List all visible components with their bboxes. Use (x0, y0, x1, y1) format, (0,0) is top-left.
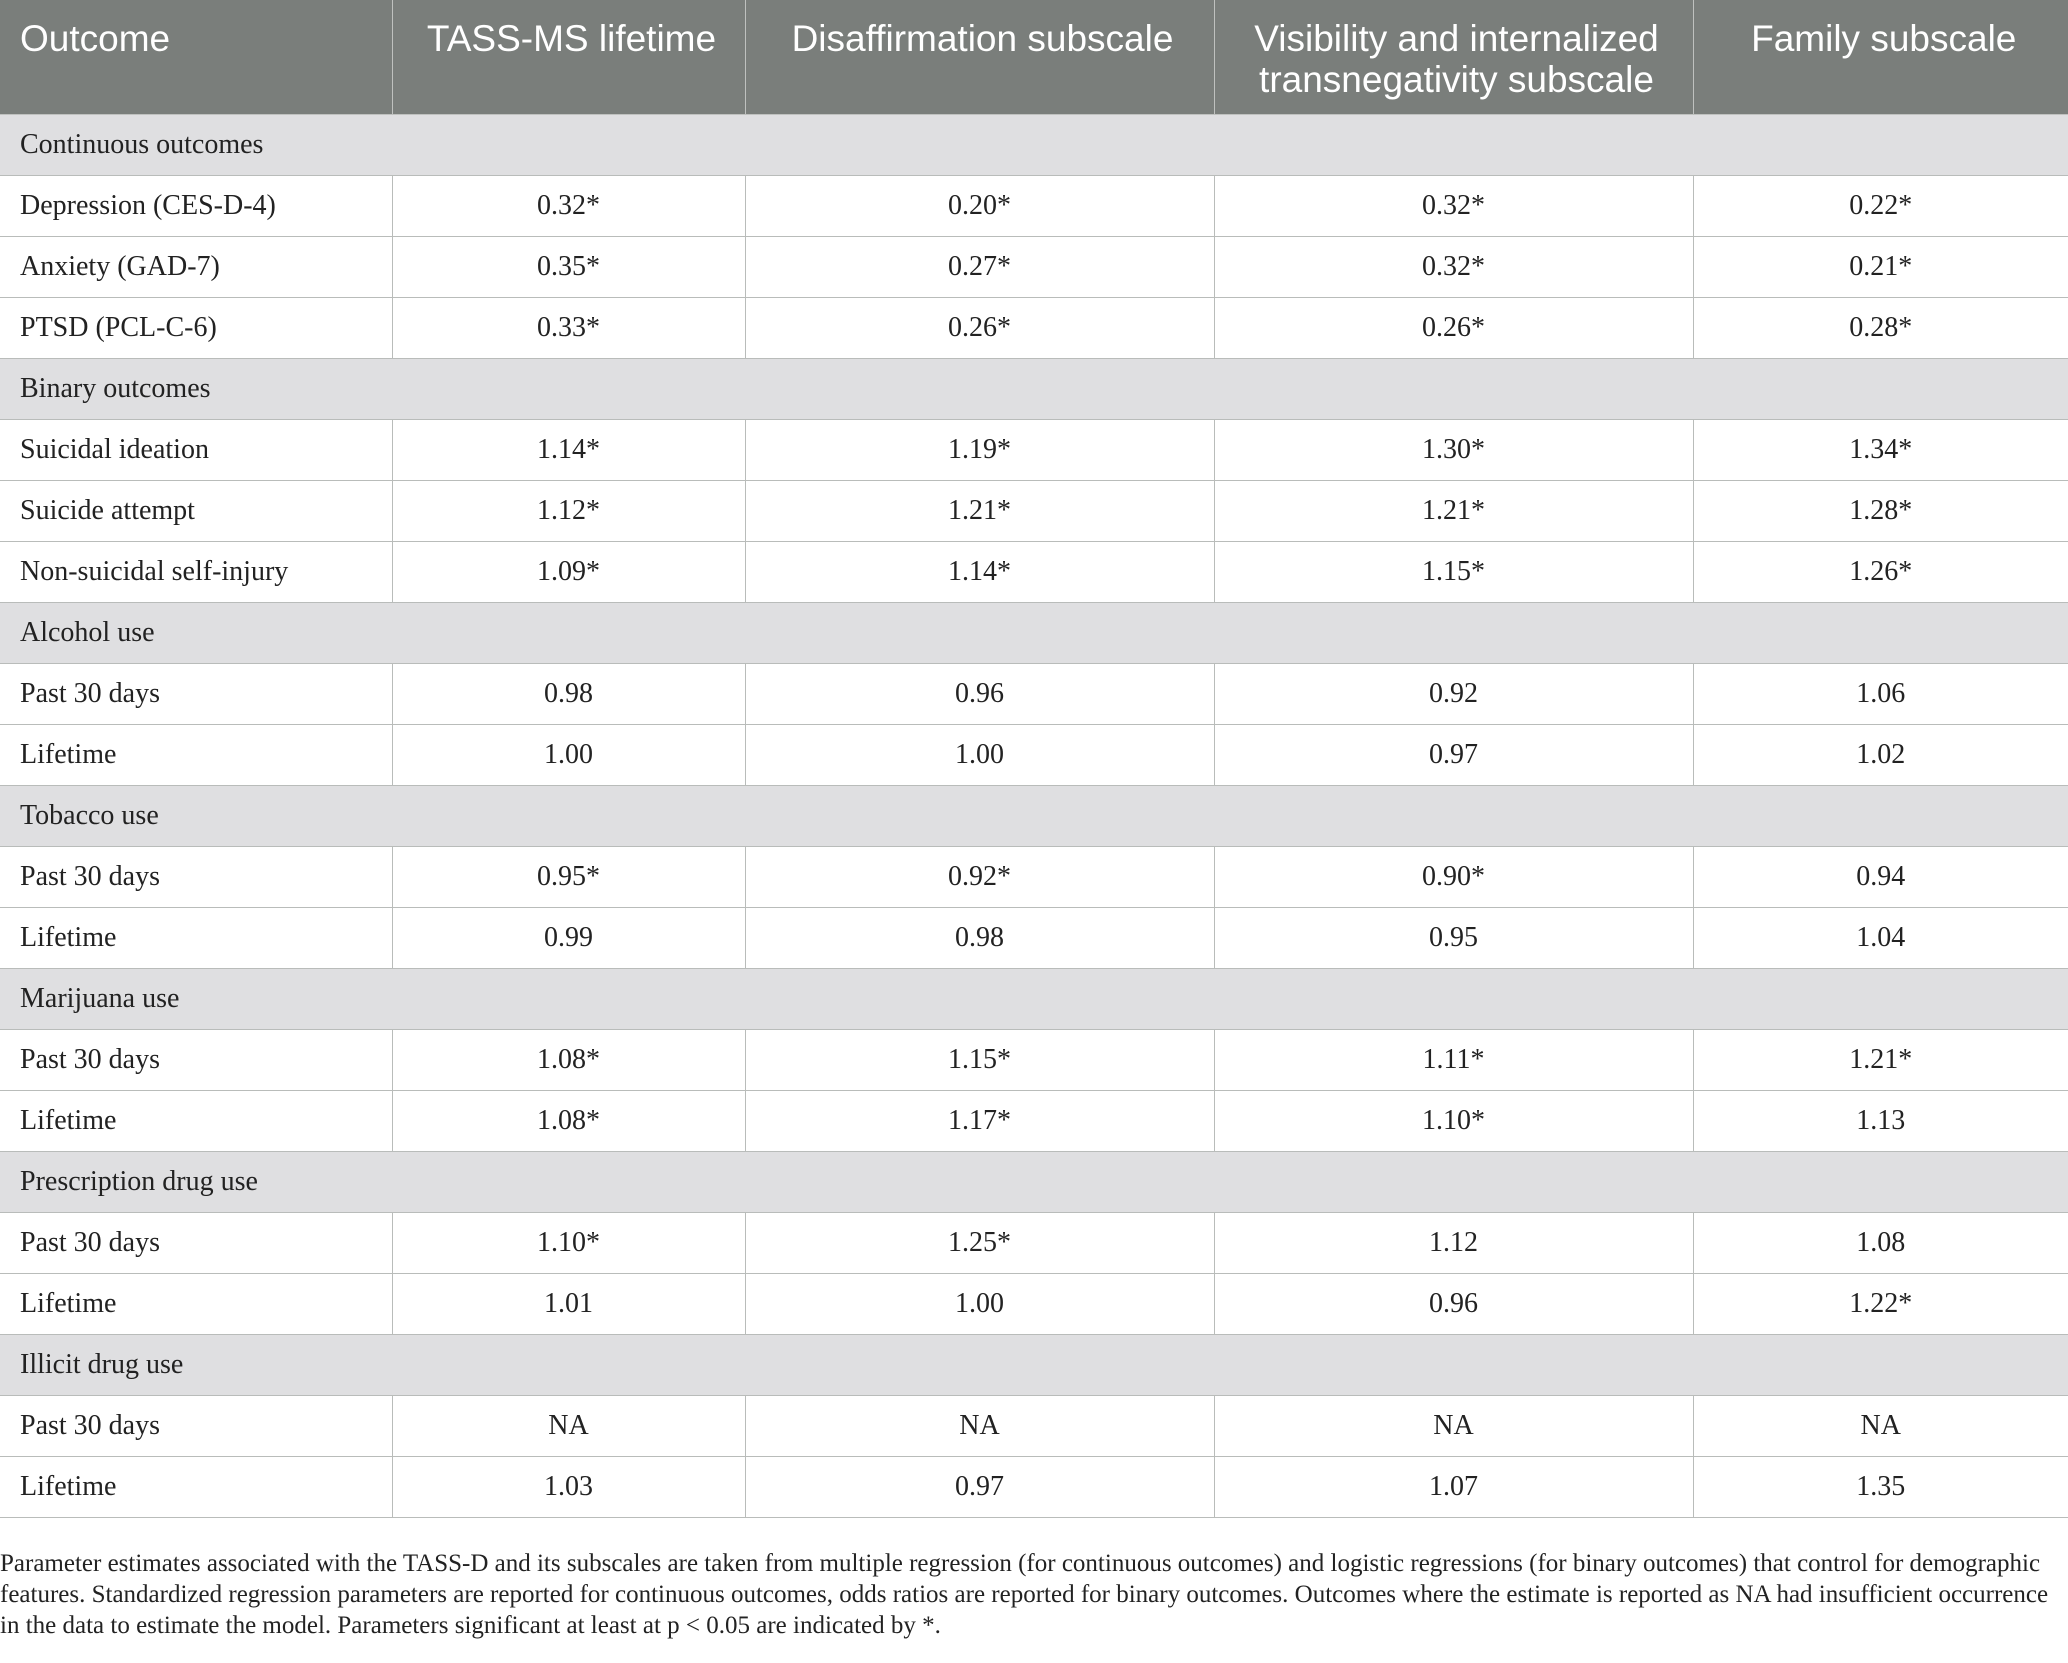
table-cell: NA (745, 1395, 1214, 1456)
table-row (0, 1456, 2068, 1517)
section-title: Binary outcomes (0, 358, 2068, 419)
section-title: Illicit drug use (0, 1334, 2068, 1395)
table-cell: 1.00 (745, 1273, 1214, 1334)
header-visibility-subscale: Visibility and internalized transnegativity subscale (1214, 0, 1693, 114)
table-cell: 0.94 (1693, 846, 2068, 907)
table-row (0, 907, 2068, 968)
table-cell: 1.12 (1214, 1212, 1693, 1273)
table-cell: 0.32* (1214, 175, 1693, 236)
table-cell: 1.03 (392, 1456, 745, 1517)
table-cell: 0.90* (1214, 846, 1693, 907)
row-label: Suicidal ideation (0, 419, 392, 480)
table-row (0, 846, 2068, 907)
table-cell: 1.11* (1214, 1029, 1693, 1090)
table-cell: 0.22* (1693, 175, 2068, 236)
table-row (0, 419, 2068, 480)
row-label: Lifetime (0, 1273, 392, 1334)
table-cell: NA (1214, 1395, 1693, 1456)
table-cell: 1.08 (1693, 1212, 2068, 1273)
table-cell: 1.02 (1693, 724, 2068, 785)
table-cell: 0.21* (1693, 236, 2068, 297)
row-label: PTSD (PCL-C-6) (0, 297, 392, 358)
row-label: Past 30 days (0, 846, 392, 907)
table-cell: 1.15* (1214, 541, 1693, 602)
table-cell: 0.27* (745, 236, 1214, 297)
table-cell: 1.34* (1693, 419, 2068, 480)
table-cell: 0.97 (1214, 724, 1693, 785)
table-cell: 1.13 (1693, 1090, 2068, 1151)
table-cell: 1.21* (1693, 1029, 2068, 1090)
table-cell: 1.01 (392, 1273, 745, 1334)
table-cell: 0.28* (1693, 297, 2068, 358)
table-cell: 0.32* (1214, 236, 1693, 297)
table-header (0, 0, 2068, 114)
table-cell: 1.09* (392, 541, 745, 602)
table-cell: 0.20* (745, 175, 1214, 236)
table-cell: 0.97 (745, 1456, 1214, 1517)
row-label: Lifetime (0, 1090, 392, 1151)
table-cell: 1.10* (1214, 1090, 1693, 1151)
table-cell: 1.10* (392, 1212, 745, 1273)
table-cell: 1.12* (392, 480, 745, 541)
section-row (0, 785, 2068, 846)
table-cell: 1.00 (392, 724, 745, 785)
header-tass-ms-lifetime: TASS-MS lifetime (392, 0, 745, 114)
section-row (0, 114, 2068, 175)
row-label: Lifetime (0, 724, 392, 785)
table-cell: 0.96 (745, 663, 1214, 724)
table-cell: 1.14* (392, 419, 745, 480)
section-title: Tobacco use (0, 785, 2068, 846)
section-row (0, 968, 2068, 1029)
table-cell: 0.26* (745, 297, 1214, 358)
row-label: Non-suicidal self-injury (0, 541, 392, 602)
table-cell: 1.21* (745, 480, 1214, 541)
table-row (0, 236, 2068, 297)
table-cell: 0.95 (1214, 907, 1693, 968)
table-cell: 0.92 (1214, 663, 1693, 724)
table-row (0, 1395, 2068, 1456)
table-cell: 0.96 (1214, 1273, 1693, 1334)
row-label: Past 30 days (0, 1395, 392, 1456)
header-row (0, 0, 2068, 114)
table-cell: 1.30* (1214, 419, 1693, 480)
table-cell: NA (1693, 1395, 2068, 1456)
table-cell: 0.32* (392, 175, 745, 236)
table-row (0, 480, 2068, 541)
table-row (0, 1090, 2068, 1151)
row-label: Anxiety (GAD-7) (0, 236, 392, 297)
table-row (0, 724, 2068, 785)
header-disaffirmation-subscale: Disaffirmation subscale (745, 0, 1214, 114)
table-cell: 1.08* (392, 1029, 745, 1090)
table-cell: 1.08* (392, 1090, 745, 1151)
section-row (0, 358, 2068, 419)
row-label: Suicide attempt (0, 480, 392, 541)
table-row (0, 297, 2068, 358)
table-cell: 1.28* (1693, 480, 2068, 541)
section-title: Alcohol use (0, 602, 2068, 663)
row-label: Lifetime (0, 1456, 392, 1517)
table-cell: 1.22* (1693, 1273, 2068, 1334)
row-label: Lifetime (0, 907, 392, 968)
table-cell: 0.33* (392, 297, 745, 358)
table-cell: 1.06 (1693, 663, 2068, 724)
section-title: Continuous outcomes (0, 114, 2068, 175)
table-cell: 1.17* (745, 1090, 1214, 1151)
row-label: Past 30 days (0, 1212, 392, 1273)
section-row (0, 1151, 2068, 1212)
table-cell: 0.26* (1214, 297, 1693, 358)
table-cell: 0.92* (745, 846, 1214, 907)
table-cell: NA (392, 1395, 745, 1456)
table-cell: 0.95* (392, 846, 745, 907)
row-label: Past 30 days (0, 663, 392, 724)
table-row (0, 541, 2068, 602)
table-cell: 1.35 (1693, 1456, 2068, 1517)
header-outcome: Outcome (0, 0, 392, 114)
section-row (0, 602, 2068, 663)
table-cell: 1.14* (745, 541, 1214, 602)
table-cell: 1.00 (745, 724, 1214, 785)
section-row (0, 1334, 2068, 1395)
header-family-subscale: Family subscale (1693, 0, 2068, 114)
table-row (0, 663, 2068, 724)
table-cell: 1.04 (1693, 907, 2068, 968)
section-title: Marijuana use (0, 968, 2068, 1029)
table-cell: 0.98 (745, 907, 1214, 968)
table-cell: 1.19* (745, 419, 1214, 480)
table-row (0, 1273, 2068, 1334)
table-cell: 1.07 (1214, 1456, 1693, 1517)
section-title: Prescription drug use (0, 1151, 2068, 1212)
row-label: Depression (CES-D-4) (0, 175, 392, 236)
table-cell: 1.25* (745, 1212, 1214, 1273)
table-cell: 0.98 (392, 663, 745, 724)
table-row (0, 175, 2068, 236)
table-row (0, 1029, 2068, 1090)
table-body (0, 114, 2068, 1517)
table-footnote: Parameter estimates associated with the TASS-D and its subscales are taken from multiple regression (for continuous outcomes) and logistic regressions (for binary outcomes) that control for demographic features. Standardized regression parameters are reported for continuous outcomes, odds ratios are reported for binary outcomes. Outcomes where the estimate is reported as NA had insufficient occurrence in the data to estimate the model. Parameters significant at least at p < 0.05 are indicated by *. (0, 1550, 2049, 1639)
table-cell: 1.15* (745, 1029, 1214, 1090)
table-row (0, 1212, 2068, 1273)
row-label: Past 30 days (0, 1029, 392, 1090)
table-cell: 1.26* (1693, 541, 2068, 602)
table-cell: 0.99 (392, 907, 745, 968)
table-cell: 0.35* (392, 236, 745, 297)
table-cell: 1.21* (1214, 480, 1693, 541)
